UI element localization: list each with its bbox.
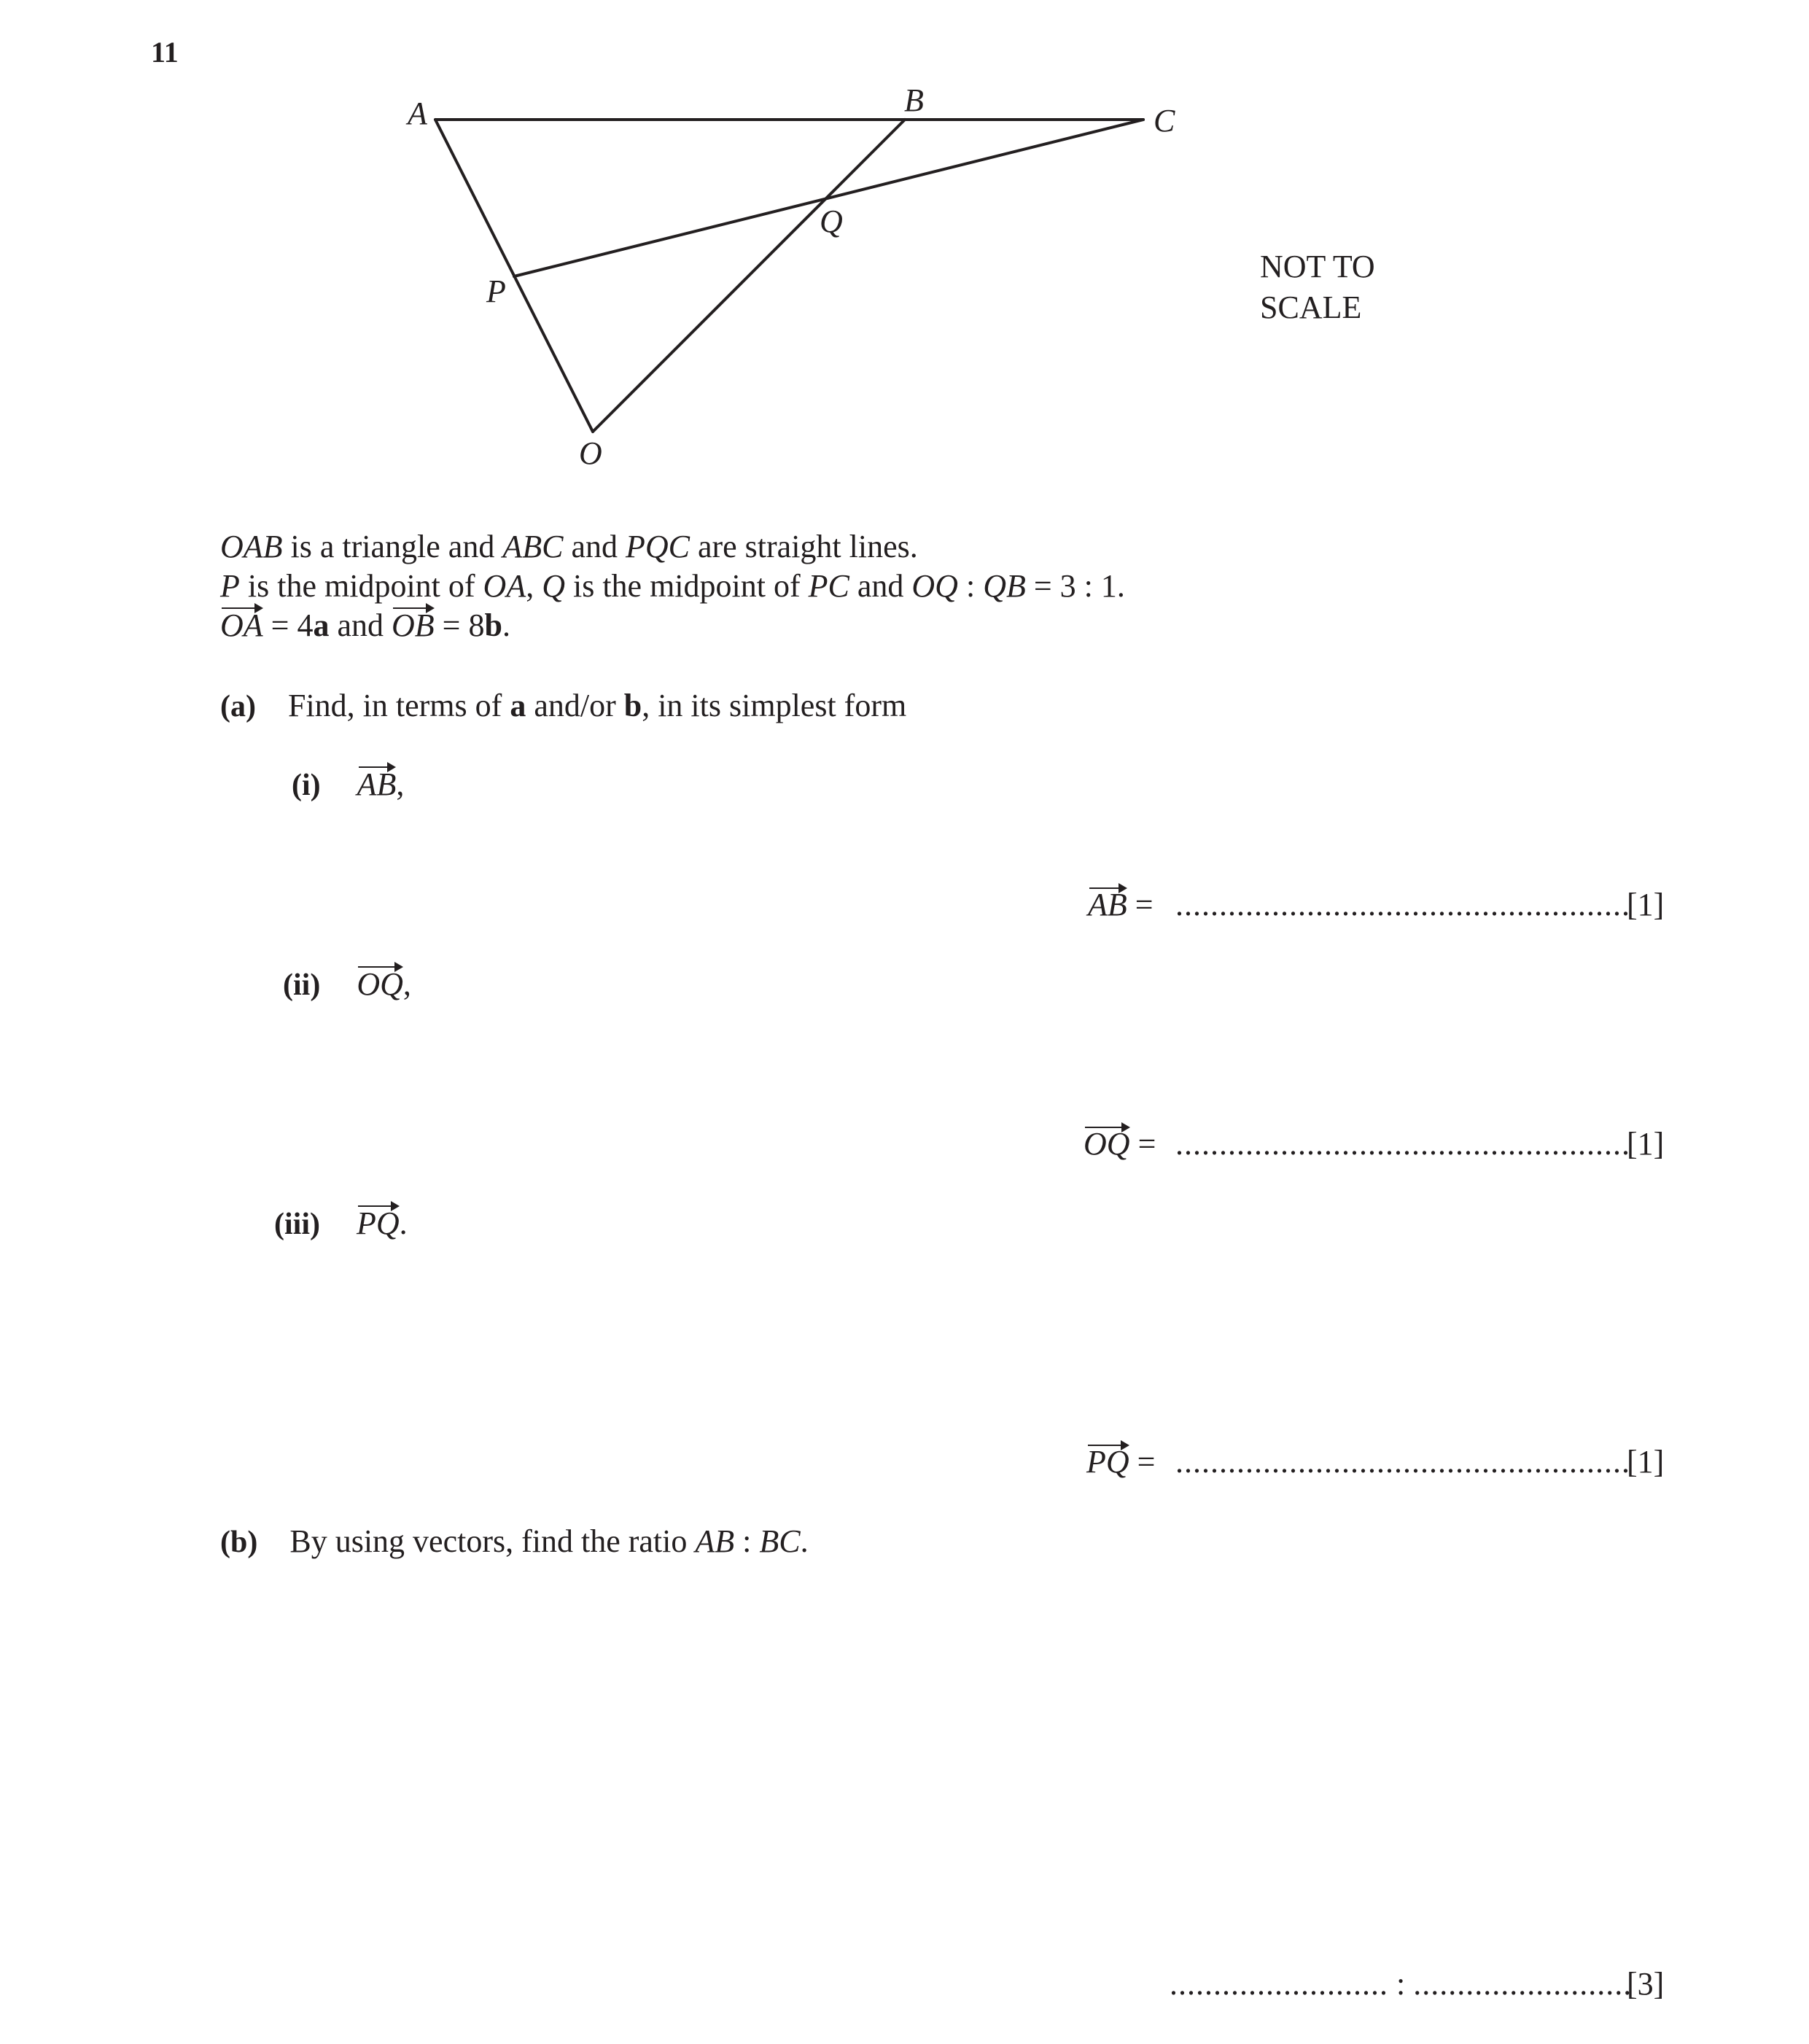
part-a-header: (a) Find, in terms of a and/or b, in its simplest form (220, 688, 907, 723)
ratio-answer-space-1[interactable]: ......................... (1170, 1966, 1388, 2002)
label-o: O (579, 435, 602, 471)
answer-space-ab[interactable]: .................................................... (1175, 887, 1630, 922)
label-a: A (408, 96, 427, 131)
marks-b: [3] (1627, 1966, 1665, 2002)
answer-line-oq: OQ = (1084, 1126, 1156, 1162)
answer-line-ab: AB = (1088, 887, 1154, 922)
stem-line-2: P is the midpoint of OA, Q is the midpoint of PC and OQ : QB = 3 : 1. (220, 568, 1125, 604)
stem-line-3: OA = 4a and OB = 8b. (220, 606, 510, 645)
answer-space-oq[interactable]: .................................................... (1175, 1126, 1630, 1162)
marks-a-i: [1] (1627, 887, 1665, 922)
answer-line-pq: PQ = (1086, 1444, 1156, 1480)
label-b: B (904, 82, 924, 118)
ratio-separator: : (1388, 1966, 1414, 2002)
ratio-answer-line (1170, 1965, 1632, 2002)
vector-ob: OB (392, 606, 435, 645)
label-c: C (1154, 103, 1175, 139)
part-b-question: (b) By using vectors, find the ratio AB : BC. (220, 1523, 809, 1559)
vector-oq: OQ (357, 965, 403, 1004)
question-number: 11 (151, 36, 179, 69)
part-b-label: (b) (220, 1526, 258, 1559)
marks-a-iii: [1] (1627, 1444, 1665, 1480)
part-a-i-question: (i) AB, (292, 765, 404, 805)
label-q: Q (820, 203, 843, 239)
part-a-ii-question: (ii) OQ, (283, 965, 411, 1005)
note-line-1: NOT TO (1260, 249, 1375, 284)
not-to-scale-note (1260, 246, 1375, 328)
line-pc (514, 120, 1143, 276)
triangle-diagram (0, 0, 1809, 510)
line-ob (593, 120, 905, 432)
marks-a-ii: [1] (1627, 1126, 1665, 1162)
note-line-2: SCALE (1260, 289, 1362, 325)
vector-oa: OA (220, 606, 263, 645)
answer-space-pq[interactable]: .................................................... (1175, 1444, 1630, 1480)
part-a-label: (a) (220, 690, 256, 723)
part-a-iii-question: (iii) PQ. (274, 1204, 408, 1244)
label-p: P (486, 273, 506, 309)
ratio-answer-space-2[interactable]: ......................... (1413, 1966, 1633, 2002)
stem-line-1: OAB is a triangle and ABC and PQC are straight lines. (220, 529, 918, 564)
vector-pq: PQ (357, 1204, 400, 1243)
vector-ab: AB (357, 765, 397, 804)
